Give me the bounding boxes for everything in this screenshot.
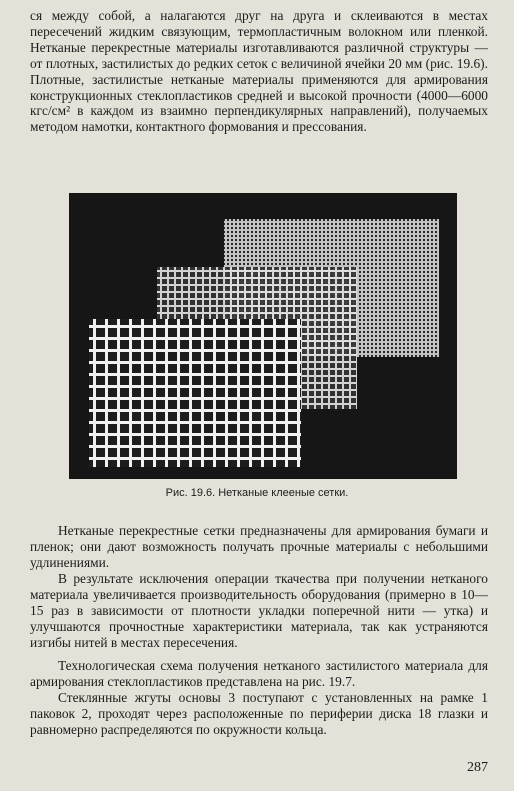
paragraph-productivity: В результате исключения операции ткачества при получении нетканого материала увеличивается производительность оборудования (примерно в 10—15 раз в зависимости от плотности укладки поперечной нити — утка) и улучшаются прочностные характеристики материала, так как устраняются изгибы нитей в местах пересечения. (30, 571, 488, 650)
figure-photo-mesh (69, 193, 457, 479)
page-number: 287 (467, 760, 488, 775)
mesh-photo-illustration (69, 193, 457, 479)
paragraph-meshes: Нетканые перекрестные сетки предназначены для армирования бумаги и пленок; они дают возможность получать прочные материалы с небольшими удлинениями. (30, 523, 488, 570)
paragraph-intro: ся между собой, а налагаются друг на друга и склеиваются в местах пересечений жидким связующим, термопластичным волокном или пленкой. Нетканые перекрестные материалы изготавливаются различной структуры — от плотных, застилистых до редких сеток с величиной ячейки 20 мм (рис. 19.6). Плотные, застилистые нетканые материалы применяются для армирования конструкционных стеклопластиков средней и высокой прочности (4000—6000 кгс/см² в каждом из взаимно перпендикулярных направлений), получаемых методом намотки, контактного формования и прессования. (30, 8, 488, 135)
figure-caption: Рис. 19.6. Нетканые клееные сетки. (165, 487, 349, 499)
paragraph-strands: Стеклянные жгуты основы 3 поступают с установленных на рамке 1 паковок 2, проходят через расположенные по периферии диска 18 глазки и равномерно распределяются по окружности кольца. (30, 690, 488, 737)
paragraph-scheme: Технологическая схема получения нетканого застилистого материала для армирования стеклопластиков представлена на рис. 19.7. (30, 658, 488, 689)
